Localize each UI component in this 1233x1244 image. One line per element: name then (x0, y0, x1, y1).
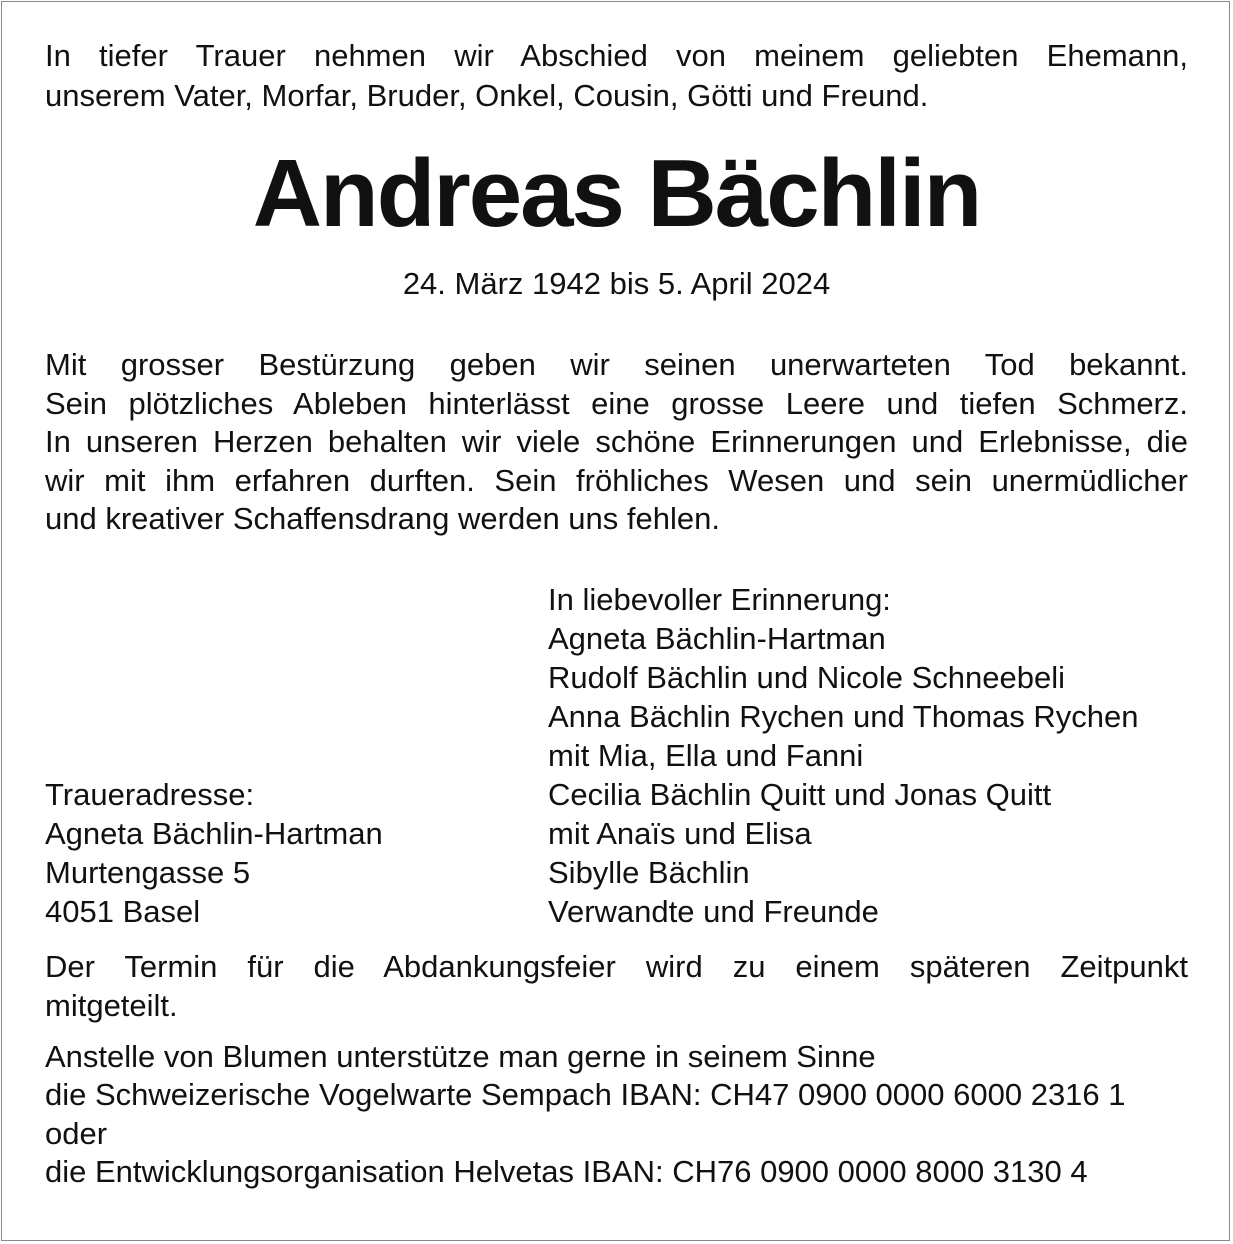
mourner-line: Sibylle Bächlin (548, 854, 750, 890)
address-city: 4051 Basel (45, 893, 201, 929)
address-street: Murtengasse 5 (45, 854, 251, 890)
mourner-line: Cecilia Bächlin Quitt und Jonas Quitt (548, 776, 1052, 812)
address-name: Agneta Bächlin-Hartman (45, 815, 383, 851)
obituary-notice (45, 36, 1188, 1192)
mourner-line: Rudolf Bächlin und Nicole Schneebeli (548, 659, 1065, 695)
intro-text (45, 36, 1188, 116)
intro-line-1: In tiefer Trauer nehmen wir Abschied von meinem geliebten Ehemann, (45, 38, 1188, 73)
donation-line-2: die Schweizerische Vogelwarte Sempach IBAN: CH47 0900 0000 6000 2316 1 (45, 1077, 1126, 1112)
mourner-line: mit Mia, Ella und Fanni (548, 737, 864, 773)
ceremony-notice (45, 947, 1188, 1025)
mourner-line: Verwandte und Freunde (548, 893, 879, 929)
address-heading: Traueradresse: (45, 776, 255, 812)
message-line-1: Mit grosser Bestürzung geben wir seinen unerwarteten Tod bekannt. (45, 347, 1188, 382)
mourner-line: Anna Bächlin Rychen und Thomas Rychen (548, 698, 1139, 734)
mourners-heading: In liebevoller Erinnerung: (548, 581, 891, 617)
message-line-3: In unseren Herzen behalten wir viele schöne Erinnerungen und Erlebnisse, die (45, 424, 1188, 459)
life-dates: 24. März 1942 bis 5. April 2024 (402, 266, 831, 301)
mourner-line: Agneta Bächlin-Hartman (548, 620, 886, 656)
message-line-5: und kreativer Schaffensdrang werden uns fehlen. (45, 501, 720, 536)
deceased-name: Andreas Bächlin (252, 140, 981, 247)
condolence-message (45, 346, 1188, 539)
signature-columns (45, 580, 1188, 932)
mourning-address (45, 775, 383, 931)
mourners-list (548, 580, 1139, 931)
donation-line-3: oder (45, 1115, 108, 1151)
donation-notice (45, 1038, 1188, 1192)
ceremony-line-1: Der Termin für die Abdankungsfeier wird zu einem späteren Zeitpunkt (45, 948, 1188, 984)
donation-line-1: Anstelle von Blumen unterstütze man gerne in seinem Sinne (45, 1038, 876, 1074)
message-line-2: Sein plötzliches Ableben hinterlässt eine grosse Leere und tiefen Schmerz. (45, 385, 1188, 421)
intro-line-2: unserem Vater, Morfar, Bruder, Onkel, Cousin, Götti und Freund. (45, 78, 929, 113)
message-line-4: wir mit ihm erfahren durften. Sein fröhliches Wesen und sein unermüdlicher (45, 462, 1188, 498)
ceremony-line-2: mitgeteilt. (45, 987, 178, 1023)
mourner-line: mit Anaïs und Elisa (548, 815, 812, 851)
donation-line-4: die Entwicklungsorganisation Helvetas IBAN: CH76 0900 0000 8000 3130 4 (45, 1154, 1088, 1189)
